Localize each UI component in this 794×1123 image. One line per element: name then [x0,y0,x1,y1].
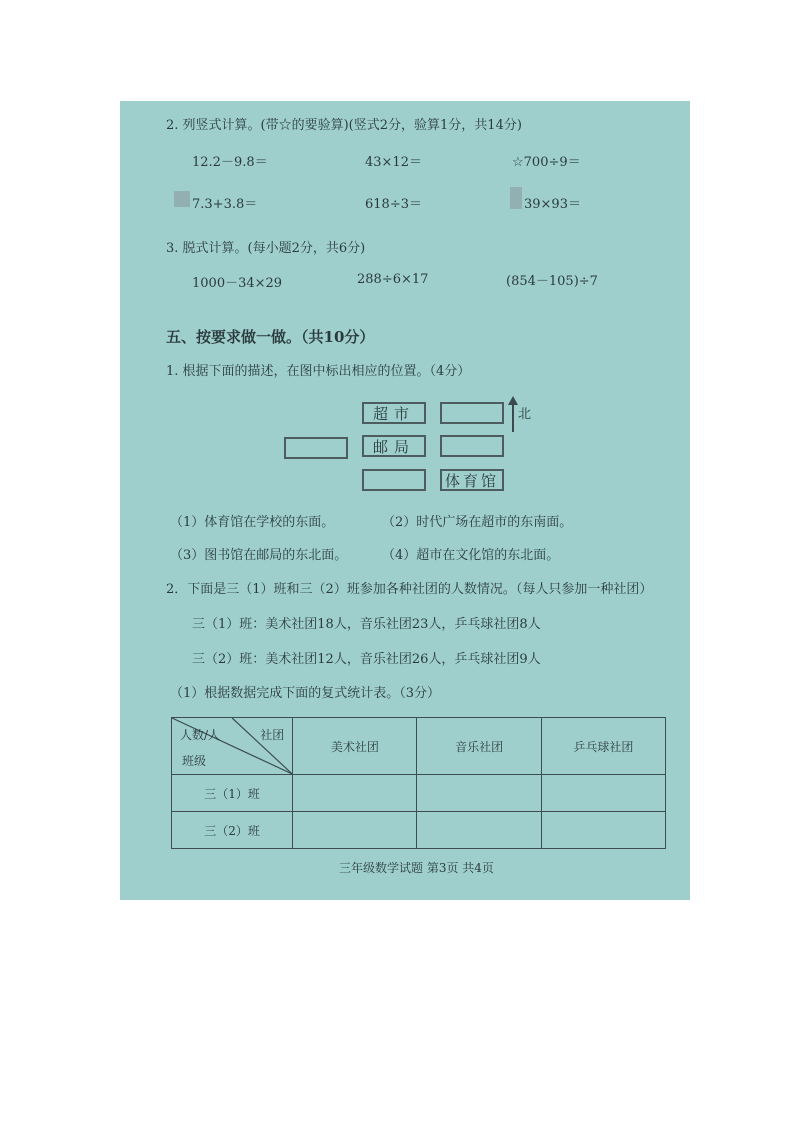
ink-smudge [174,191,190,207]
clue-3: （3）图书馆在邮局的东北面。 [170,548,348,563]
q2-item-5: 618÷3＝ [365,197,422,212]
clue-2: （2）时代广场在超市的东南面。 [382,515,573,530]
q2-item-3: ☆700÷9＝ [512,155,581,170]
class1-data: 三（1）班：美术社团18人，音乐社团23人，乒乓球社团8人 [192,617,541,632]
q3-item-2: 288÷6×17 [357,272,429,287]
answer-cell[interactable] [417,775,541,812]
column-header: 美术社团 [293,718,417,775]
table-corner-header [172,718,293,775]
map-box-supermarket: 超市 [362,402,426,424]
ink-smudge [510,187,522,209]
answer-cell[interactable] [293,775,417,812]
q2-item-2: 43×12＝ [365,155,422,170]
clue-4: （4）超市在文化馆的东北面。 [382,548,560,563]
map-box-empty [440,435,504,457]
s5-q2-title: 2．下面是三（1）班和三（2）班参加各种社团的人数情况。（每人只参加一种社团） [166,582,653,597]
map-box-gym: 体育馆 [440,469,504,491]
clue-1: （1）体育馆在学校的东面。 [170,515,335,530]
section5-heading: 五、按要求做一做。（共10分） [166,328,375,346]
map-box-empty [440,402,504,424]
q2-item-1: 12.2－9.8＝ [192,155,268,170]
north-arrow-icon [512,402,514,432]
corner-label-count: 人数/人 [180,728,221,742]
q2-title: 2. 列竖式计算。(带☆的要验算)(竖式2分，验算1分，共14分) [166,118,522,133]
north-label: 北 [518,407,532,422]
map-box-empty [284,437,348,459]
answer-cell[interactable] [293,812,417,849]
column-header: 乒乓球社团 [541,718,665,775]
q3-title: 3. 脱式计算。(每小题2分，共6分) [166,241,366,256]
answer-cell[interactable] [417,812,541,849]
q3-item-1: 1000－34×29 [192,276,283,291]
exam-page [120,101,690,900]
row-header: 三（2）班 [172,812,293,849]
answer-cell[interactable] [541,775,665,812]
q2-item-6: 39×93＝ [524,197,581,212]
class2-data: 三（2）班：美术社团12人，音乐社团26人，乒乓球社团9人 [192,652,541,667]
q2-item-4: 7.3+3.8＝ [192,197,258,212]
page-footer: 三年级数学试题 第3页 共4页 [339,861,494,875]
table-row [172,812,666,849]
answer-cell[interactable] [541,812,665,849]
map-box-post-office: 邮局 [362,435,426,457]
column-header: 音乐社团 [417,718,541,775]
table-row [172,775,666,812]
stats-table [171,717,666,849]
q3-item-3: (854－105)÷7 [506,274,598,289]
s5-q2-sub1: （1）根据数据完成下面的复式统计表。（3分） [170,686,441,701]
corner-label-class: 班级 [182,754,207,768]
s5-q1-title: 1. 根据下面的描述，在图中标出相应的位置。（4分） [166,364,471,379]
map-box-empty [362,469,426,491]
corner-label-club: 社团 [260,728,285,742]
row-header: 三（1）班 [172,775,293,812]
